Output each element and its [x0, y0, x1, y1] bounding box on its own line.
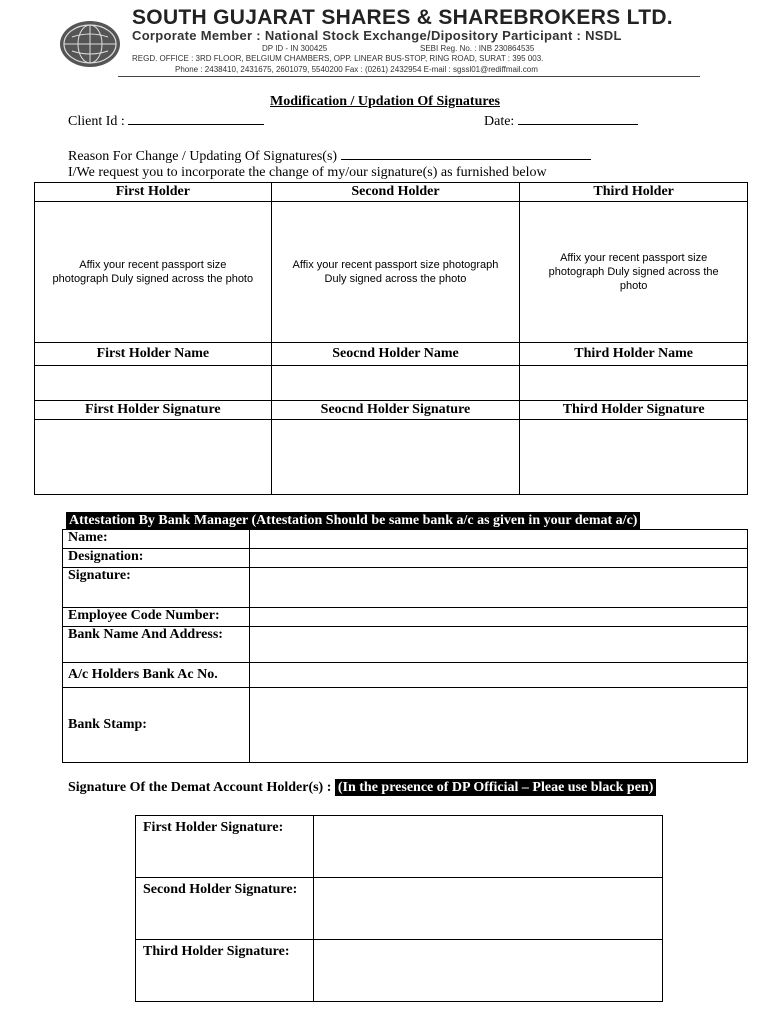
attest-name-label: Name:	[63, 530, 250, 549]
company-logo	[58, 19, 122, 69]
attest-signature-field[interactable]	[250, 568, 748, 608]
reason-field[interactable]	[341, 147, 591, 160]
second-holder-name-field[interactable]	[271, 366, 520, 401]
demat-second-holder-field[interactable]	[314, 878, 663, 940]
attest-bank-stamp-field[interactable]	[250, 688, 748, 763]
third-holder-signature-field[interactable]	[520, 420, 748, 495]
first-holder-signature-field[interactable]	[35, 420, 272, 495]
date-row	[484, 112, 638, 130]
demat-signature-label: Signature Of the Demat Account Holder(s) :	[68, 780, 332, 795]
second-holder-photo-box[interactable]	[271, 202, 520, 343]
attest-name-field[interactable]	[250, 530, 748, 549]
client-id-row	[68, 112, 264, 130]
header-divider	[118, 76, 700, 77]
first-holder-name-header: First Holder Name	[35, 343, 272, 366]
member-line: Corporate Member : National Stock Exchange/Dipository Participant : NSDL	[132, 28, 622, 43]
demat-second-holder-label: Second Holder Signature:	[136, 878, 314, 940]
attest-designation-field[interactable]	[250, 549, 748, 568]
third-holder-name-field[interactable]	[520, 366, 748, 401]
first-holder-signature-header: First Holder Signature	[35, 401, 272, 420]
demat-first-holder-label: First Holder Signature:	[136, 816, 314, 878]
attest-employee-code-label: Employee Code Number:	[63, 608, 250, 627]
demat-third-holder-field[interactable]	[314, 940, 663, 1002]
reason-row	[68, 147, 591, 165]
second-holder-header: Second Holder	[271, 183, 520, 202]
date-label: Date:	[484, 114, 515, 129]
attest-bank-ac-field[interactable]	[250, 663, 748, 688]
client-id-label: Client Id :	[68, 114, 125, 129]
third-holder-photo-box[interactable]	[520, 202, 748, 343]
second-holder-signature-field[interactable]	[271, 420, 520, 495]
demat-signature-row	[68, 780, 656, 796]
first-holder-photo-box[interactable]	[35, 202, 272, 343]
client-id-field[interactable]	[128, 112, 264, 125]
attest-bank-name-label: Bank Name And Address:	[63, 627, 250, 663]
company-name: SOUTH GUJARAT SHARES & SHAREBROKERS LTD.	[132, 6, 673, 29]
first-holder-header: First Holder	[35, 183, 272, 202]
second-holder-name-header: Seocnd Holder Name	[271, 343, 520, 366]
attestation-heading: Attestation By Bank Manager (Attestation Should be same bank a/c as given in your demat a/c)	[66, 512, 640, 530]
demat-first-holder-field[interactable]	[314, 816, 663, 878]
demat-signature-table	[135, 815, 663, 1002]
photo-instruction: Affix your recent passport size photograph Duly signed across the photo	[292, 259, 499, 285]
third-holder-header: Third Holder	[520, 183, 748, 202]
contact-line: Phone : 2438410, 2431675, 2601079, 5540200 Fax : (0261) 2432954 E-mail : sgssl01@rediffmail.com	[175, 65, 538, 74]
sebi-reg: SEBI Reg. No. : INB 230864535	[420, 44, 535, 53]
request-text: I/We request you to incorporate the change of my/our signature(s) as furnished below	[68, 165, 547, 180]
photo-instruction: Affix your recent passport size photograph Duly signed across the photo	[548, 252, 719, 292]
reason-label: Reason For Change / Updating Of Signatures(s)	[68, 149, 338, 164]
dp-id: DP ID - IN 300425	[262, 44, 328, 53]
third-holder-name-header: Third Holder Name	[520, 343, 748, 366]
regd-office: REGD. OFFICE : 3RD FLOOR, BELGIUM CHAMBERS, OPP. LINEAR BUS-STOP, RING ROAD, SURAT : 395 003.	[132, 54, 544, 63]
demat-signature-note: (In the presence of DP Official – Pleae use black pen)	[335, 779, 657, 796]
form-title: Modification / Updation Of Signatures	[270, 94, 500, 109]
attestation-table	[62, 529, 748, 763]
holders-table	[34, 182, 748, 495]
attest-bank-name-field[interactable]	[250, 627, 748, 663]
attest-bank-ac-label: A/c Holders Bank Ac No.	[63, 663, 250, 688]
demat-third-holder-label: Third Holder Signature:	[136, 940, 314, 1002]
first-holder-name-field[interactable]	[35, 366, 272, 401]
date-field[interactable]	[518, 112, 638, 125]
second-holder-signature-header: Seocnd Holder Signature	[271, 401, 520, 420]
attest-employee-code-field[interactable]	[250, 608, 748, 627]
attest-designation-label: Designation:	[63, 549, 250, 568]
third-holder-signature-header: Third Holder Signature	[520, 401, 748, 420]
attest-bank-stamp-label: Bank Stamp:	[63, 688, 250, 763]
photo-instruction: Affix your recent passport size photograph Duly signed across the photo	[52, 259, 254, 285]
attest-signature-label: Signature:	[63, 568, 250, 608]
